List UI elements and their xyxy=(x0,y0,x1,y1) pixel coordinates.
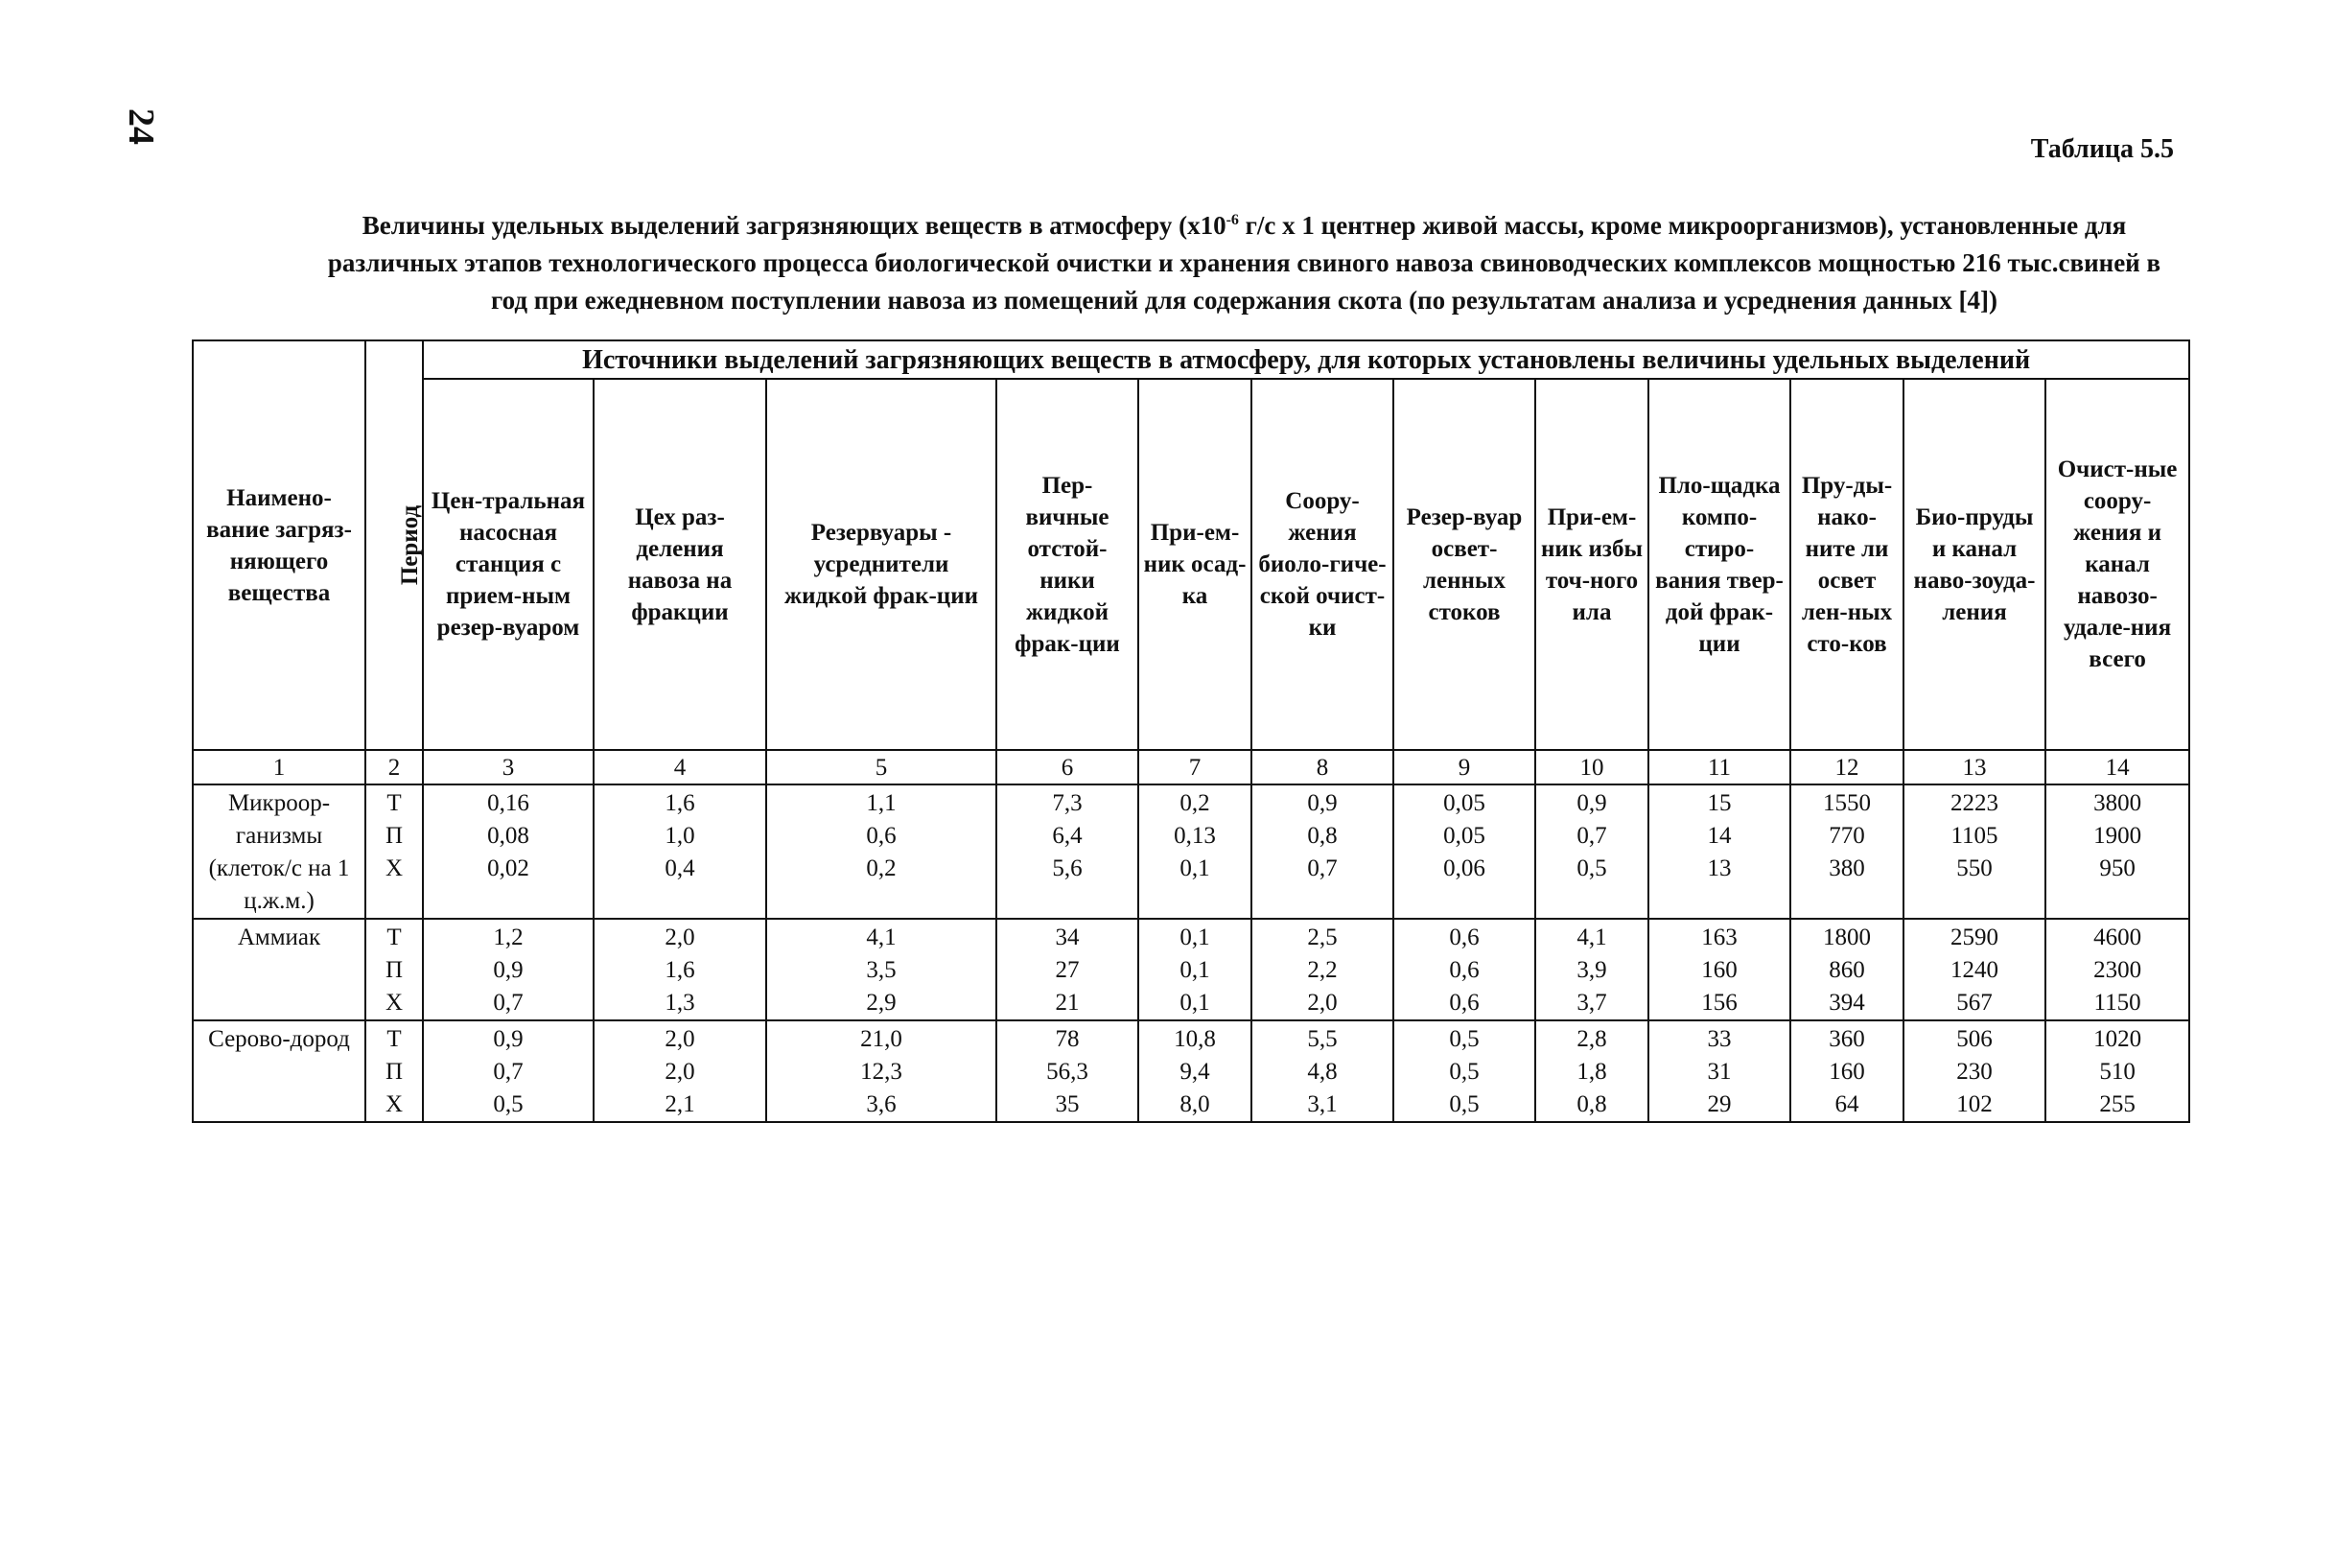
cell-value: 0,02 xyxy=(487,855,529,881)
cell-value: 21 xyxy=(1055,990,1080,1016)
period-cell xyxy=(365,1020,423,1122)
cell-value: 0,1 xyxy=(1179,855,1210,881)
cell-value: 567 xyxy=(1956,990,1993,1016)
cell-value: 1,2 xyxy=(493,924,524,950)
value-cell xyxy=(594,784,766,919)
cell-value: 0,05 xyxy=(1443,823,1485,849)
column-number: 10 xyxy=(1535,750,1648,784)
value-cell xyxy=(766,1020,996,1122)
cell-value: 3,7 xyxy=(1576,990,1607,1016)
column-number: 13 xyxy=(1903,750,2045,784)
cell-value: 6,4 xyxy=(1052,823,1083,849)
cell-value: 0,6 xyxy=(1449,957,1480,983)
caption-text-end: г/с х 1 центнер живой массы, кроме микроорганизмов), установленные для различных этапов технологического процесса биологической очистки и хранения свиного навоза свиноводческих комплексов мощностью 216 тыс.свиней в год при ежедневном поступлении навоза из помещений для содержания скота (по результатам анализа и усреднения данных [4]) xyxy=(327,211,2161,315)
value-cell xyxy=(1790,919,1903,1020)
cell-value: 0,13 xyxy=(1174,823,1216,849)
cell-value: 0,6 xyxy=(1449,924,1480,950)
cell-value: 156 xyxy=(1701,990,1738,1016)
cell-value: 29 xyxy=(1707,1091,1732,1117)
period-value: П xyxy=(385,1059,404,1085)
cell-value: 10,8 xyxy=(1174,1026,1216,1052)
column-number: 6 xyxy=(996,750,1138,784)
value-cell xyxy=(1535,784,1648,919)
value-cell xyxy=(1251,1020,1393,1122)
column-number: 8 xyxy=(1251,750,1393,784)
cell-value: 12,3 xyxy=(860,1059,902,1085)
header-column: Пер-вичные отстой-ники жидкой фрак-ции xyxy=(996,379,1138,750)
value-cell xyxy=(423,1020,594,1122)
cell-value: 3,6 xyxy=(866,1091,897,1117)
table-number: Таблица 5.5 xyxy=(2030,134,2174,164)
header-column: Био-пруды и канал наво-зоуда-ления xyxy=(1903,379,2045,750)
cell-value: 2223 xyxy=(1950,790,1998,816)
cell-value: 0,2 xyxy=(866,855,897,881)
cell-value: 8,0 xyxy=(1179,1091,1210,1117)
value-cell xyxy=(1903,784,2045,919)
column-number: 11 xyxy=(1648,750,1790,784)
cell-value: 0,16 xyxy=(487,790,529,816)
caption-text-start: Величины удельных выделений загрязняющих веществ в атмосферу (х10 xyxy=(362,211,1226,240)
value-cell xyxy=(1393,919,1535,1020)
value-cell xyxy=(996,919,1138,1020)
column-number: 3 xyxy=(423,750,594,784)
period-value: Х xyxy=(385,855,404,881)
value-cell xyxy=(1393,1020,1535,1122)
substance-name: Аммиак xyxy=(193,919,365,1020)
cell-value: 2,9 xyxy=(866,990,897,1016)
period-cell xyxy=(365,919,423,1020)
value-cell xyxy=(594,1020,766,1122)
cell-value: 0,6 xyxy=(1449,990,1480,1016)
value-cell xyxy=(1251,919,1393,1020)
cell-value: 860 xyxy=(1829,957,1865,983)
cell-value: 0,1 xyxy=(1179,924,1210,950)
cell-value: 2300 xyxy=(2093,957,2142,983)
cell-value: 102 xyxy=(1956,1091,1993,1117)
cell-value: 0,9 xyxy=(1576,790,1607,816)
value-cell xyxy=(766,919,996,1020)
header-column: Соору-жения биоло-гиче-ской очист-ки xyxy=(1251,379,1393,750)
cell-value: 0,4 xyxy=(665,855,695,881)
value-cell xyxy=(2045,784,2189,919)
period-value: Х xyxy=(385,1091,404,1117)
cell-value: 0,06 xyxy=(1443,855,1485,881)
cell-value: 4,1 xyxy=(1576,924,1607,950)
cell-value: 0,7 xyxy=(1307,855,1338,881)
cell-value: 0,5 xyxy=(493,1091,524,1117)
value-cell xyxy=(1535,1020,1648,1122)
cell-value: 950 xyxy=(2099,855,2136,881)
cell-value: 3,1 xyxy=(1307,1091,1338,1117)
value-cell xyxy=(1138,1020,1251,1122)
cell-value: 56,3 xyxy=(1046,1059,1088,1085)
cell-value: 15 xyxy=(1707,790,1732,816)
cell-value: 33 xyxy=(1707,1026,1732,1052)
cell-value: 0,9 xyxy=(493,957,524,983)
table-body xyxy=(193,784,2189,1122)
cell-value: 0,9 xyxy=(493,1026,524,1052)
cell-value: 1105 xyxy=(1950,823,1998,849)
table-row xyxy=(193,1020,2189,1122)
cell-value: 0,05 xyxy=(1443,790,1485,816)
cell-value: 2,0 xyxy=(665,1026,695,1052)
cell-value: 0,2 xyxy=(1179,790,1210,816)
cell-value: 21,0 xyxy=(860,1026,902,1052)
cell-value: 0,5 xyxy=(1449,1059,1480,1085)
cell-value: 3,9 xyxy=(1576,957,1607,983)
value-cell xyxy=(1648,784,1790,919)
value-cell xyxy=(1903,919,2045,1020)
header-column: При-ем-ник избы точ-ного ила xyxy=(1535,379,1648,750)
cell-value: 510 xyxy=(2099,1059,2136,1085)
cell-value: 1,8 xyxy=(1576,1059,1607,1085)
cell-value: 7,3 xyxy=(1052,790,1083,816)
cell-value: 14 xyxy=(1707,823,1732,849)
cell-value: 770 xyxy=(1829,823,1865,849)
cell-value: 2,0 xyxy=(665,1059,695,1085)
cell-value: 0,08 xyxy=(487,823,529,849)
table-row xyxy=(193,784,2189,919)
cell-value: 1900 xyxy=(2093,823,2142,849)
cell-value: 1,6 xyxy=(665,790,695,816)
cell-value: 0,7 xyxy=(493,1059,524,1085)
cell-value: 0,5 xyxy=(1576,855,1607,881)
header-column: Пру-ды-нако-ните ли освет лен-ных сто-ков xyxy=(1790,379,1903,750)
cell-value: 550 xyxy=(1956,855,1993,881)
cell-value: 0,5 xyxy=(1449,1026,1480,1052)
header-column: Пло-щадка компо-стиро-вания твер-дой фрак-ции xyxy=(1648,379,1790,750)
value-cell xyxy=(1790,784,1903,919)
period-value: Т xyxy=(386,790,402,816)
header-column: При-ем-ник осад-ка xyxy=(1138,379,1251,750)
cell-value: 13 xyxy=(1707,855,1732,881)
cell-value: 5,5 xyxy=(1307,1026,1338,1052)
column-number: 1 xyxy=(193,750,365,784)
cell-value: 4,1 xyxy=(866,924,897,950)
cell-value: 3800 xyxy=(2093,790,2142,816)
cell-value: 394 xyxy=(1829,990,1865,1016)
value-cell xyxy=(1903,1020,2045,1122)
value-cell xyxy=(2045,919,2189,1020)
value-cell xyxy=(2045,1020,2189,1122)
cell-value: 255 xyxy=(2099,1091,2136,1117)
value-cell xyxy=(766,784,996,919)
value-cell xyxy=(1535,919,1648,1020)
cell-value: 31 xyxy=(1707,1059,1732,1085)
value-cell xyxy=(1138,784,1251,919)
value-cell xyxy=(1790,1020,1903,1122)
table-row xyxy=(193,919,2189,1020)
value-cell xyxy=(996,1020,1138,1122)
cell-value: 27 xyxy=(1055,957,1080,983)
cell-value: 0,7 xyxy=(493,990,524,1016)
column-number: 7 xyxy=(1138,750,1251,784)
cell-value: 1,6 xyxy=(665,957,695,983)
cell-value: 1800 xyxy=(1823,924,1871,950)
value-cell xyxy=(423,784,594,919)
cell-value: 1240 xyxy=(1950,957,1998,983)
cell-value: 230 xyxy=(1956,1059,1993,1085)
header-period xyxy=(365,340,423,750)
value-cell xyxy=(996,784,1138,919)
cell-value: 160 xyxy=(1829,1059,1865,1085)
header-sources: Источники выделений загрязняющих веществ в атмосферу, для которых установлены величины удельных выделений xyxy=(423,340,2189,379)
value-cell xyxy=(1648,919,1790,1020)
cell-value: 0,8 xyxy=(1307,823,1338,849)
cell-value: 2,0 xyxy=(1307,990,1338,1016)
cell-value: 0,7 xyxy=(1576,823,1607,849)
period-value: Х xyxy=(385,990,404,1016)
value-cell xyxy=(594,919,766,1020)
cell-value: 163 xyxy=(1701,924,1738,950)
value-cell xyxy=(1648,1020,1790,1122)
cell-value: 506 xyxy=(1956,1026,1993,1052)
value-cell xyxy=(1251,784,1393,919)
cell-value: 4,8 xyxy=(1307,1059,1338,1085)
header-substance: Наимено-вание загряз-няющего вещества xyxy=(193,340,365,750)
cell-value: 0,1 xyxy=(1179,990,1210,1016)
cell-value: 380 xyxy=(1829,855,1865,881)
cell-value: 0,8 xyxy=(1576,1091,1607,1117)
header-column: Резервуары - усреднители жидкой фрак-ции xyxy=(766,379,996,750)
table-caption xyxy=(307,201,2182,319)
cell-value: 2,0 xyxy=(665,924,695,950)
cell-value: 1550 xyxy=(1823,790,1871,816)
column-number: 14 xyxy=(2045,750,2189,784)
cell-value: 2590 xyxy=(1950,924,1998,950)
period-value: Т xyxy=(386,1026,402,1052)
cell-value: 160 xyxy=(1701,957,1738,983)
cell-value: 34 xyxy=(1055,924,1080,950)
column-numbers-row xyxy=(193,750,2189,784)
cell-value: 9,4 xyxy=(1179,1059,1210,1085)
column-number: 5 xyxy=(766,750,996,784)
header-column: Очист-ные соору-жения и канал навозо-удале-ния всего xyxy=(2045,379,2189,750)
cell-value: 1020 xyxy=(2093,1026,2142,1052)
column-number: 2 xyxy=(365,750,423,784)
cell-value: 2,2 xyxy=(1307,957,1338,983)
cell-value: 1,0 xyxy=(665,823,695,849)
period-value: Т xyxy=(386,924,402,950)
cell-value: 35 xyxy=(1055,1091,1080,1117)
header-period-label: Период xyxy=(397,504,424,586)
emissions-table xyxy=(192,339,2190,1123)
cell-value: 2,1 xyxy=(665,1091,695,1117)
value-cell xyxy=(1138,919,1251,1020)
cell-value: 1,1 xyxy=(866,790,897,816)
value-cell xyxy=(423,919,594,1020)
cell-value: 4600 xyxy=(2093,924,2142,950)
column-number: 12 xyxy=(1790,750,1903,784)
header-column: Резер-вуар освет-ленных стоков xyxy=(1393,379,1535,750)
header-column: Цех раз-деления навоза на фракции xyxy=(594,379,766,750)
substance-name: Микроор-ганизмы (клеток/с на 1 ц.ж.м.) xyxy=(193,784,365,919)
cell-value: 0,1 xyxy=(1179,957,1210,983)
cell-value: 2,8 xyxy=(1576,1026,1607,1052)
cell-value: 360 xyxy=(1829,1026,1865,1052)
column-number: 9 xyxy=(1393,750,1535,784)
cell-value: 78 xyxy=(1055,1026,1080,1052)
period-value: П xyxy=(385,957,404,983)
value-cell xyxy=(1393,784,1535,919)
cell-value: 0,6 xyxy=(866,823,897,849)
page-number: 24 xyxy=(121,108,161,145)
cell-value: 2,5 xyxy=(1307,924,1338,950)
cell-value: 1,3 xyxy=(665,990,695,1016)
cell-value: 0,9 xyxy=(1307,790,1338,816)
cell-value: 1150 xyxy=(2093,990,2141,1016)
column-number: 4 xyxy=(594,750,766,784)
cell-value: 5,6 xyxy=(1052,855,1083,881)
header-column: Цен-тральная насосная станция с прием-ным резер-вуаром xyxy=(423,379,594,750)
cell-value: 64 xyxy=(1834,1091,1859,1117)
period-cell xyxy=(365,784,423,919)
period-value: П xyxy=(385,823,404,849)
substance-name: Серово-дород xyxy=(193,1020,365,1122)
header-columns-row xyxy=(193,379,2189,750)
caption-exponent: -6 xyxy=(1226,212,1239,228)
cell-value: 0,5 xyxy=(1449,1091,1480,1117)
cell-value: 3,5 xyxy=(866,957,897,983)
